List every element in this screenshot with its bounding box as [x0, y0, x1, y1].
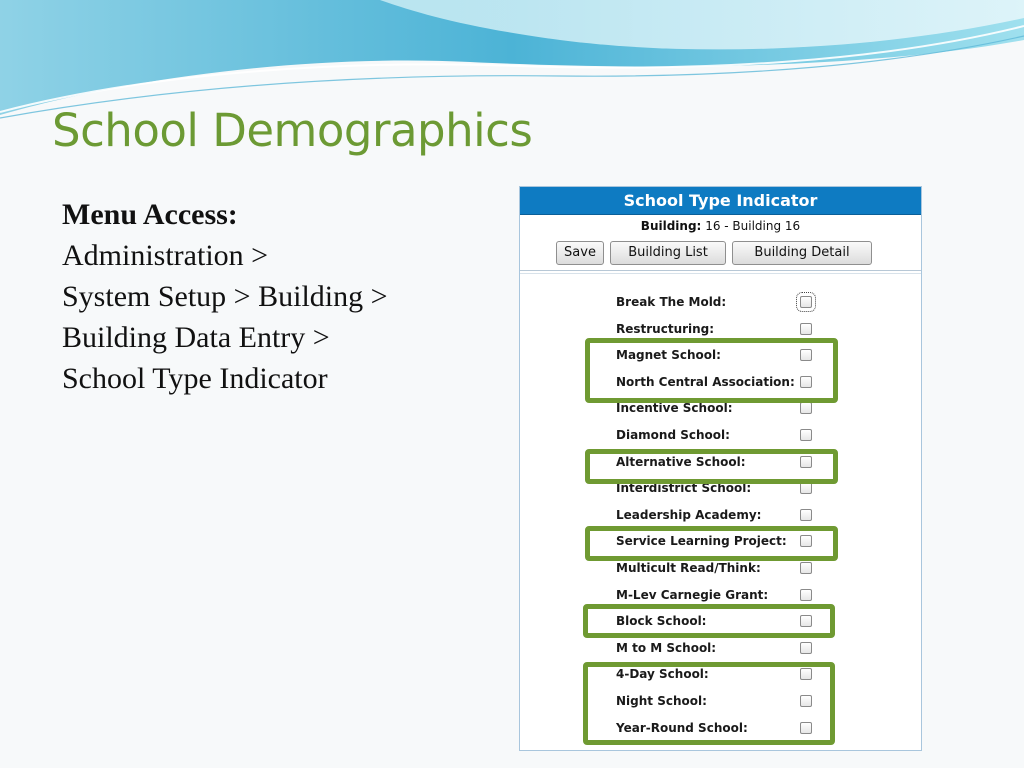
indicator-checkbox[interactable] — [800, 615, 812, 627]
indicator-row — [520, 318, 921, 345]
indicator-row — [520, 424, 921, 451]
indicator-checkbox[interactable] — [800, 456, 812, 468]
menu-path-line: Building Data Entry > — [62, 321, 330, 354]
indicator-checkbox[interactable] — [800, 562, 812, 574]
indicator-checkbox[interactable] — [800, 509, 812, 521]
indicator-label: Night School: — [616, 693, 707, 708]
indicator-label: Magnet School: — [616, 348, 721, 363]
indicator-label: M to M School: — [616, 640, 717, 655]
indicator-checkbox[interactable] — [800, 642, 812, 654]
indicator-label: Leadership Academy: — [616, 507, 762, 522]
divider — [520, 273, 921, 274]
panel-title: School Type Indicator — [520, 187, 921, 215]
indicator-checkbox[interactable] — [800, 323, 812, 335]
indicator-label: Block School: — [616, 614, 707, 629]
indicator-label: Break The Mold: — [616, 295, 727, 309]
building-info — [520, 218, 921, 234]
indicator-label: 4-Day School: — [616, 667, 709, 682]
indicator-row — [520, 477, 921, 504]
menu-path-line: Administration > — [62, 239, 269, 272]
indicator-checkbox[interactable] — [800, 722, 812, 734]
indicator-row — [520, 557, 921, 584]
indicator-checkbox[interactable] — [800, 376, 812, 388]
indicator-checkbox[interactable] — [800, 535, 812, 547]
indicator-checkbox[interactable] — [800, 402, 812, 414]
indicator-checkbox[interactable] — [800, 668, 812, 680]
indicator-row — [520, 291, 921, 318]
indicator-row — [520, 637, 921, 664]
toolbar — [556, 241, 872, 265]
indicator-row — [520, 530, 921, 557]
indicator-label: M-Lev Carnegie Grant: — [616, 587, 769, 602]
menu-path-line: School Type Indicator — [62, 362, 328, 395]
building-list-button[interactable]: Building List — [610, 241, 726, 265]
indicator-checkbox[interactable] — [800, 695, 812, 707]
indicator-row — [520, 371, 921, 398]
divider — [520, 270, 921, 271]
school-type-indicator-panel — [519, 186, 922, 751]
indicator-label: Incentive School: — [616, 401, 733, 416]
indicator-list — [520, 291, 921, 743]
building-value: 16 - Building 16 — [705, 219, 801, 233]
indicator-row — [520, 451, 921, 478]
menu-access-text — [62, 194, 388, 399]
indicator-label: Multicult Read/Think: — [616, 560, 761, 575]
save-button[interactable]: Save — [556, 241, 604, 265]
indicator-row — [520, 663, 921, 690]
menu-path-line: System Setup > Building > — [62, 280, 388, 313]
indicator-row — [520, 610, 921, 637]
indicator-row — [520, 344, 921, 371]
building-label: Building: — [640, 219, 702, 233]
slide-title: School Demographics — [52, 104, 533, 157]
indicator-checkbox[interactable] — [800, 589, 812, 601]
indicator-row — [520, 504, 921, 531]
indicator-label: Restructuring: — [616, 321, 715, 336]
indicator-label: Diamond School: — [616, 427, 730, 442]
building-detail-button[interactable]: Building Detail — [732, 241, 872, 265]
indicator-label: North Central Association: — [616, 374, 795, 389]
indicator-label: Service Learning Project: — [616, 534, 787, 549]
indicator-checkbox[interactable] — [800, 429, 812, 441]
indicator-row — [520, 717, 921, 744]
indicator-label: Alternative School: — [616, 454, 746, 469]
indicator-checkbox[interactable] — [800, 296, 812, 308]
indicator-label: Interdistrict School: — [616, 481, 752, 496]
indicator-row — [520, 690, 921, 717]
indicator-row — [520, 584, 921, 611]
indicator-label: Year-Round School: — [616, 720, 748, 735]
indicator-row — [520, 397, 921, 424]
indicator-checkbox[interactable] — [800, 349, 812, 361]
indicator-checkbox[interactable] — [800, 482, 812, 494]
menu-access-heading: Menu Access: — [62, 198, 238, 231]
